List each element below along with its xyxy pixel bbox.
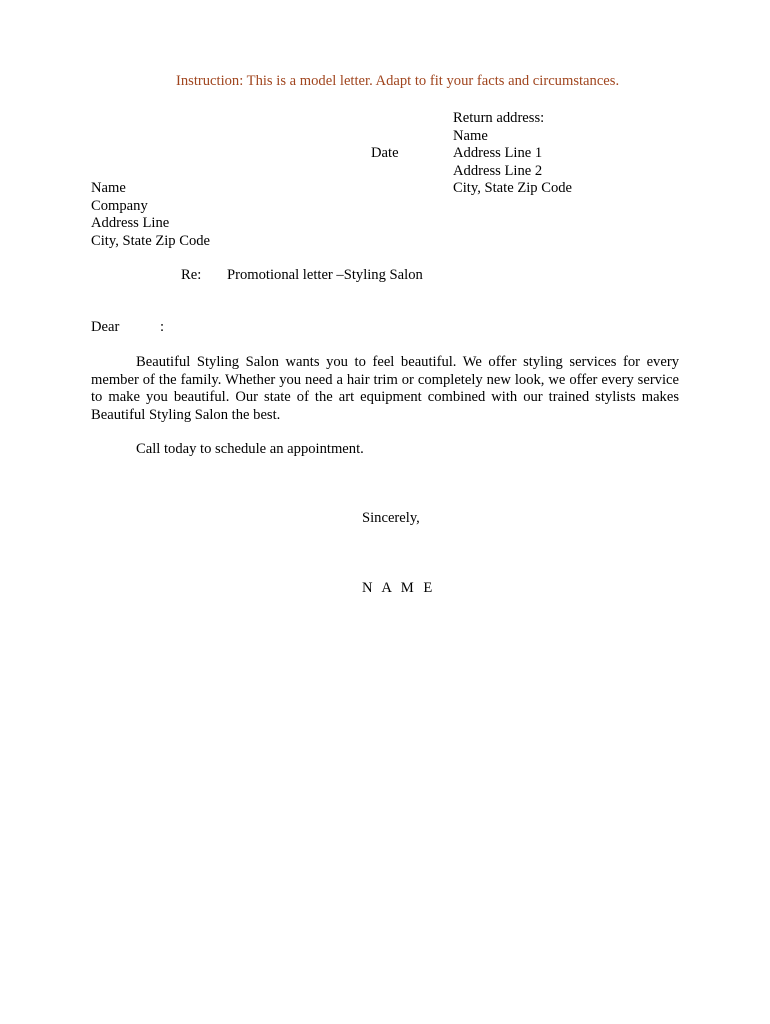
signature-name: N A M E <box>362 580 436 596</box>
re-label: Re: <box>181 267 202 283</box>
date-label: Date <box>371 145 399 161</box>
salutation-dear: Dear <box>91 319 120 335</box>
letter-body-paragraph: Beautiful Styling Salon wants you to feel beautiful. We offer styling services for every member of the family. Whether you need a hair trim or completely new look, we offer every service to make you beautiful. Our state of the art equipment combined with our trained stylists makes Beautiful Styling Salon the best. <box>91 354 679 423</box>
recipient-city: City, State Zip Code <box>91 232 211 249</box>
recipient-address-block <box>91 180 210 250</box>
return-address-name: Name <box>453 127 488 144</box>
call-to-action: Call today to schedule an appointment. <box>136 441 364 457</box>
return-address-block <box>453 110 572 198</box>
instruction-note: Instruction: This is a model letter. Adapt to fit your facts and circumstances. <box>176 73 620 89</box>
return-address-line2: Address Line 2 <box>453 162 543 179</box>
re-subject: Promotional letter –Styling Salon <box>227 267 423 283</box>
recipient-company: Company <box>91 197 148 214</box>
return-address-line1: Address Line 1 <box>453 145 543 161</box>
salutation-colon: : <box>160 319 165 335</box>
recipient-address: Address Line <box>91 215 170 231</box>
return-address-label: Return address: <box>453 110 545 126</box>
recipient-name: Name <box>91 180 126 196</box>
closing: Sincerely, <box>362 510 420 526</box>
return-address-city: City, State Zip Code <box>453 180 573 196</box>
